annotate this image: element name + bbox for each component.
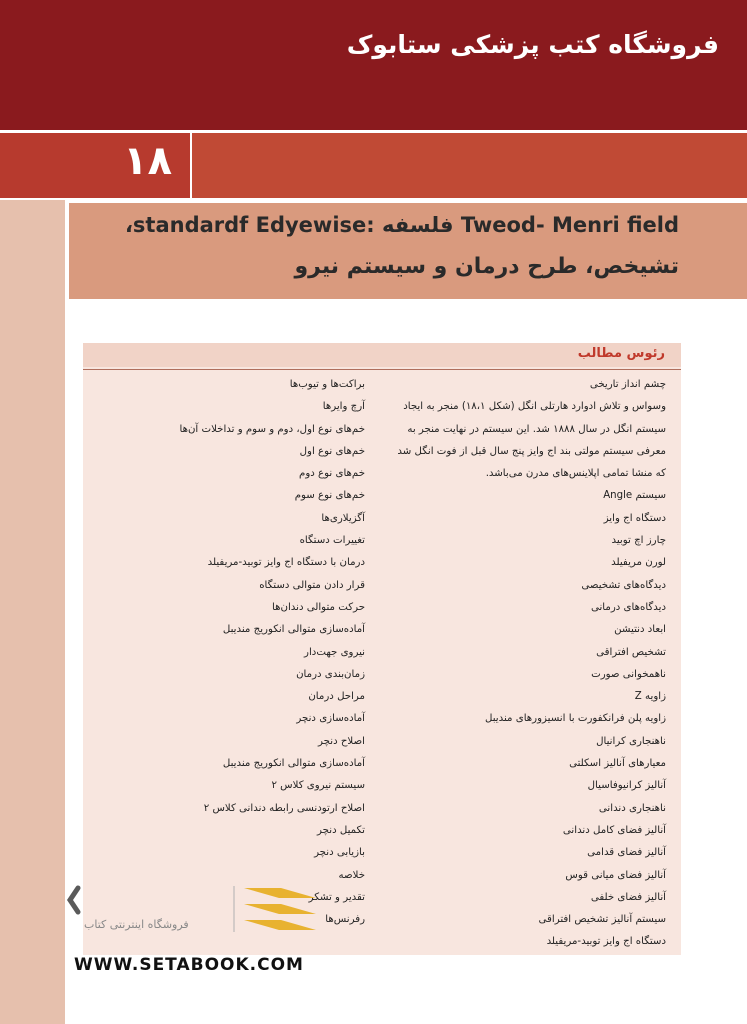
toc-item: مراحل درمان	[308, 691, 365, 703]
toc-item: سیستم Angle	[603, 490, 666, 502]
toc-item: بازیابی دنچر	[314, 847, 365, 859]
toc-item: ابعاد دنتیشن	[614, 624, 666, 636]
logo-subtitle: فروشگاه اینترنتی کتاب	[84, 918, 189, 931]
toc-item: که منشا تمامی اپلاینس‌های مدرن می‌باشد.	[485, 468, 666, 480]
toc-right-column	[376, 374, 666, 954]
toc-item: حرکت متوالی دندان‌ها	[272, 601, 365, 613]
toc-item: آنالیز کرانیوفاسیال	[587, 780, 666, 792]
toc-item: براکت‌ها و تیوب‌ها	[289, 379, 365, 390]
toc-item: خم‌های نوع دوم	[299, 468, 365, 480]
toc-item: سیستم انگل در سال ۱۸۸۸ شد. این سیستم در نهایت منجر به	[407, 423, 666, 435]
toc-item: تکمیل دنچر	[317, 824, 365, 836]
toc-item: لورن مریفیلد	[611, 557, 666, 569]
logo-wordmark	[20, 880, 34, 881]
toc-item: ناهنجاری دندانی	[598, 802, 666, 814]
toc-item: تغییرات دستگاه	[299, 535, 365, 547]
toc-item: ناهنجاری کرانیال	[596, 735, 666, 747]
store-title: فروشگاه کتب پزشکی ستابوک	[346, 30, 719, 59]
toc-heading: رئوس مطالب	[577, 346, 665, 361]
toc-item: نیروی جهت‌دار	[304, 646, 365, 658]
toc-item: خم‌های نوع اول	[299, 445, 365, 457]
toc-item: آرچ وایرها	[322, 401, 365, 413]
toc-item: زاویه Z	[634, 691, 666, 703]
chapter-bar	[192, 133, 747, 198]
toc-item: آنالیز فضای خلفی	[590, 891, 666, 903]
toc-item: دیدگاه‌های درمانی	[590, 601, 666, 613]
toc-item: خم‌های نوع سوم	[294, 490, 365, 502]
header-band	[0, 0, 747, 130]
setabook-logo	[66, 880, 326, 940]
toc-item: دیدگاه‌های تشخیصی	[581, 579, 666, 591]
toc-item: سیستم نیروی کلاس ۲	[271, 780, 365, 792]
toc-item: تقدیر و تشکر	[308, 891, 365, 903]
toc-item: آنالیز فضای میانی قوس	[565, 869, 666, 881]
toc-item: چشم انداز تاریخی	[589, 379, 666, 390]
toc-item: آماده‌سازی متوالی انکوریج مندیبل	[222, 624, 365, 636]
chapter-number: ۱۸	[123, 138, 172, 184]
toc-item: زاویه پلن فرانکفورت با انسیزورهای مندیبل	[484, 713, 666, 725]
toc-item: آگزیلاری‌ها	[321, 512, 365, 524]
toc-item: رفرنس‌ها	[325, 914, 365, 926]
toc-item: چارز اچ توبید	[611, 535, 666, 547]
side-strip	[0, 200, 65, 1024]
toc-item: معرفی سیستم مولتی بند اج وایز پنج سال قبل از فوت انگل شد	[397, 445, 666, 457]
toc-item: اصلاح دنچر	[318, 735, 365, 747]
toc-item: آنالیز فضای کامل دندانی	[562, 824, 666, 836]
toc-item: خلاصه	[338, 869, 365, 881]
logo-book-icon	[244, 888, 316, 930]
toc-item: اصلاح ارتودنسی رابطه دندانی کلاس ۲	[203, 802, 365, 814]
toc-item: آنالیز فضای قدامی	[587, 847, 666, 859]
toc-item: آماده‌سازی متوالی انکوریج مندیبل	[222, 758, 365, 770]
toc-item: زمان‌بندی درمان	[296, 668, 365, 680]
toc-item: وسواس و تلاش ادوارد هارتلی انگل (شکل ۱۸،۱) منجر به ایجاد	[403, 401, 666, 413]
toc-item: خم‌های نوع اول، دوم و سوم و تداخلات آن‌ها	[179, 423, 365, 435]
website-url: WWW.SETABOOK.COM	[74, 955, 304, 975]
toc-item: قرار دادن متوالی دستگاه	[259, 579, 365, 591]
toc-left-column	[75, 374, 365, 931]
toc-item: دستگاه اج وایز توبید-مریفیلد	[546, 936, 666, 948]
chapter-title-line-1: Tweod- Menri field فلسفه :standardf Edyewise،	[124, 213, 679, 237]
toc-item: سیستم آنالیز تشخیص افتراقی	[538, 914, 666, 926]
toc-item: معیارهای آنالیز اسکلتی	[569, 758, 666, 770]
toc-item: ناهمخوانی صورت	[591, 668, 666, 680]
toc-item: درمان با دستگاه اج وایز توبید-مریفیلد	[207, 557, 365, 569]
toc-item: آماده‌سازی دنچر	[296, 713, 365, 725]
logo-arrow-icon	[70, 888, 78, 912]
toc-divider	[83, 369, 681, 370]
toc-item: دستگاه اج وایز	[603, 512, 666, 524]
chapter-title-line-2: تشیخص، طرح درمان و سیستم نیرو	[294, 254, 679, 279]
toc-item: تشخیص افتراقی	[596, 646, 666, 658]
